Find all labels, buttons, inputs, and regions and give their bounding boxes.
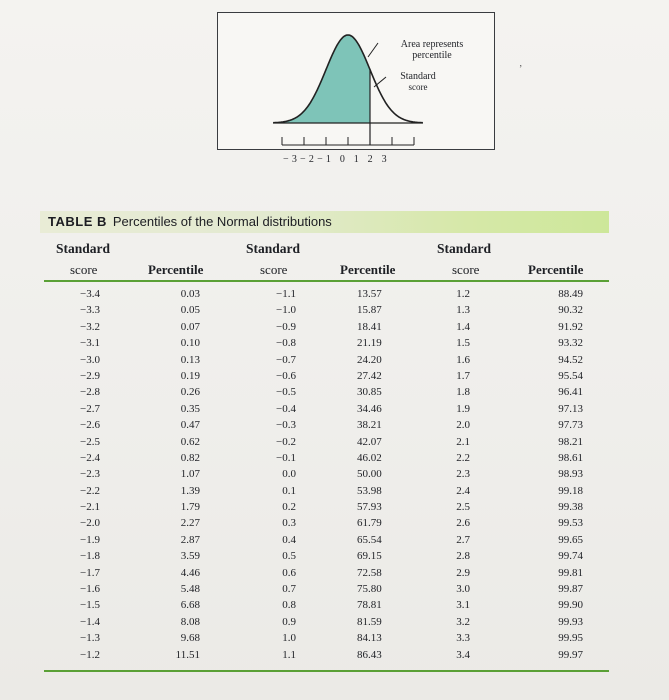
score-cell: 2.4 [456, 484, 470, 497]
score-cell: 1.2 [456, 288, 470, 300]
score-cell: 1.8 [456, 386, 470, 399]
percentile-cell: 0.26 [180, 386, 200, 399]
percentile-cell: 18.41 [357, 320, 382, 333]
percentile-cell: 97.73 [558, 419, 583, 432]
score-cell: 1.0 [282, 632, 296, 645]
percentile-cell: 99.38 [558, 501, 583, 514]
percentile-cell: 81.59 [357, 615, 382, 628]
tick-label: −3 [283, 154, 301, 165]
percentile-cell: 11.51 [175, 648, 200, 661]
area-pointer-line [368, 43, 378, 57]
tick-label: 0 [339, 154, 349, 165]
percentile-cell: 99.90 [558, 599, 583, 612]
score-cell: 2.2 [456, 451, 470, 464]
score-cell: 2.6 [456, 517, 470, 530]
percentile-cell: 0.35 [180, 402, 200, 415]
score-cell: −1.0 [276, 304, 296, 317]
score-annotation [388, 71, 448, 93]
score-cell: −0.8 [276, 337, 296, 350]
percentile-cell: 13.57 [357, 288, 382, 300]
score-cell: 2.1 [456, 435, 470, 448]
percentile-cell: 46.02 [357, 451, 382, 464]
score-cell: 1.5 [456, 337, 470, 350]
table-title-text: Percentiles of the Normal distributions [112, 214, 332, 229]
score-cell: −1.9 [80, 533, 100, 546]
header-score-2: score [260, 262, 288, 277]
score-cell: −2.4 [80, 451, 100, 464]
percentile-cell: 0.10 [180, 337, 200, 350]
score-cell: 1.3 [456, 304, 470, 317]
percentile-cell: 5.48 [180, 583, 200, 596]
percentile-cell: 65.54 [357, 533, 382, 546]
percentile-cell: 24.20 [357, 353, 382, 366]
score-cell: −1.2 [80, 648, 100, 661]
percentile-cell: 1.07 [180, 468, 200, 481]
score-annotation-line2: score [408, 82, 428, 92]
percentile-cell: 91.92 [558, 320, 583, 333]
percentile-cell: 6.68 [180, 599, 200, 612]
score-cell: −1.6 [80, 583, 100, 596]
score-column-2 [256, 286, 296, 663]
percentile-cell: 99.81 [558, 566, 583, 579]
percentile-cell: 0.47 [180, 419, 200, 432]
score-cell: 0.9 [282, 615, 296, 628]
score-cell: −0.9 [276, 320, 296, 333]
percentile-cell: 99.18 [558, 484, 583, 497]
score-cell: −0.2 [276, 435, 296, 448]
score-cell: −3.4 [80, 288, 100, 300]
score-cell: 1.1 [282, 648, 296, 661]
percentile-cell: 99.53 [558, 517, 583, 530]
percentile-column-2 [357, 286, 407, 663]
percentile-cell: 2.27 [180, 517, 200, 530]
percentile-cell: 57.93 [357, 501, 382, 514]
score-cell: −3.0 [80, 353, 100, 366]
score-cell: 0.2 [282, 501, 296, 514]
percentile-cell: 1.39 [180, 484, 200, 497]
percentile-cell: 99.74 [558, 550, 583, 563]
score-cell: −2.8 [80, 386, 100, 399]
score-cell: −0.1 [276, 451, 296, 464]
score-cell: −2.0 [80, 517, 100, 530]
score-cell: 0.0 [282, 468, 296, 481]
percentile-cell: 1.79 [180, 501, 200, 514]
percentile-cell: 96.41 [558, 386, 583, 399]
header-percentile-3: Percentile [528, 262, 584, 277]
normal-curve-svg [218, 13, 494, 149]
percentile-cell: 0.03 [180, 288, 200, 300]
percentile-cell: 8.08 [180, 615, 200, 628]
percentile-cell: 9.68 [180, 632, 200, 645]
score-cell: −2.3 [80, 468, 100, 481]
score-cell: 3.3 [456, 632, 470, 645]
table-label: TABLE B [48, 214, 107, 229]
percentile-cell: 15.87 [357, 304, 382, 317]
percentile-cell: 99.87 [558, 583, 583, 596]
percentile-cell: 2.87 [180, 533, 200, 546]
score-cell: −3.3 [80, 304, 100, 317]
score-cell: 3.1 [456, 599, 470, 612]
score-cell: 0.8 [282, 599, 296, 612]
tick-label: 1 [353, 154, 362, 165]
percentile-cell: 38.21 [357, 419, 382, 432]
score-cell: 0.3 [282, 517, 296, 530]
score-cell: 3.4 [456, 648, 470, 661]
score-cell: 2.0 [456, 419, 470, 432]
score-cell: −1.8 [80, 550, 100, 563]
header-score-1: score [70, 262, 98, 277]
percentile-cell: 0.19 [180, 369, 200, 382]
stray-mark: ʼ [519, 64, 523, 75]
percentile-cell: 69.15 [357, 550, 382, 563]
percentile-cell: 50.00 [357, 468, 382, 481]
percentile-cell: 30.85 [357, 386, 382, 399]
score-cell: 3.0 [456, 583, 470, 596]
score-cell: −1.5 [80, 599, 100, 612]
score-cell: −0.4 [276, 402, 296, 415]
score-cell: −2.1 [80, 501, 100, 514]
percentile-cell: 94.52 [558, 353, 583, 366]
header-rule [44, 280, 609, 282]
normal-curve-figure [217, 12, 495, 150]
percentile-cell: 0.05 [180, 304, 200, 317]
percentile-cell: 4.46 [180, 566, 200, 579]
percentile-cell: 34.46 [357, 402, 382, 415]
header-percentile-2: Percentile [340, 262, 396, 277]
score-cell: −2.7 [80, 402, 100, 415]
score-cell: 0.7 [282, 583, 296, 596]
score-cell: 0.5 [282, 550, 296, 563]
score-cell: 2.5 [456, 501, 470, 514]
area-annotation [378, 39, 486, 61]
axis-tick-labels [283, 154, 423, 165]
header-score-3: score [452, 262, 480, 277]
score-cell: 1.6 [456, 353, 470, 366]
percentile-cell: 42.07 [357, 435, 382, 448]
score-cell: 1.4 [456, 320, 470, 333]
header-standard-3: Standard [437, 241, 492, 256]
percentile-cell: 88.49 [558, 288, 583, 300]
score-column-3 [430, 286, 470, 663]
score-cell: −2.6 [80, 419, 100, 432]
table-title [48, 214, 332, 229]
score-cell: −2.5 [80, 435, 100, 448]
percentile-cell: 84.13 [357, 632, 382, 645]
score-cell: 1.9 [456, 402, 470, 415]
percentile-cell: 21.19 [357, 337, 382, 350]
score-cell: −1.1 [276, 288, 296, 300]
percentile-cell: 99.95 [558, 632, 583, 645]
percentile-cell: 78.81 [357, 599, 382, 612]
percentile-column-1 [160, 286, 200, 663]
percentile-cell: 61.79 [357, 517, 382, 530]
header-percentile-1: Percentile [148, 262, 204, 277]
score-cell: 2.7 [456, 533, 470, 546]
score-cell: −0.5 [276, 386, 296, 399]
score-cell: 0.4 [282, 533, 296, 546]
percentile-cell: 98.93 [558, 468, 583, 481]
score-cell: −1.7 [80, 566, 100, 579]
percentile-cell: 53.98 [357, 484, 382, 497]
tick-label: 2 [367, 154, 376, 165]
percentile-cell: 72.58 [357, 566, 382, 579]
percentile-cell: 0.13 [180, 353, 200, 366]
percentile-cell: 98.21 [558, 435, 583, 448]
percentile-cell: 0.82 [180, 451, 200, 464]
percentile-cell: 97.13 [558, 402, 583, 415]
percentile-cell: 90.32 [558, 304, 583, 317]
percentile-cell: 99.65 [558, 533, 583, 546]
header-standard-2: Standard [246, 241, 301, 256]
percentile-cell: 27.42 [357, 369, 382, 382]
score-cell: 3.2 [456, 615, 470, 628]
score-cell: 0.6 [282, 566, 296, 579]
score-cell: −3.1 [80, 337, 100, 350]
tick-label: −2 [300, 154, 318, 165]
score-cell: 2.3 [456, 468, 470, 481]
percentile-cell: 99.93 [558, 615, 583, 628]
score-cell: −0.3 [276, 419, 296, 432]
score-cell: −0.6 [276, 369, 296, 382]
percentile-column-3 [537, 286, 583, 663]
score-cell: −3.2 [80, 320, 100, 333]
tick-label: −1 [317, 154, 335, 165]
score-column-1 [60, 286, 100, 663]
area-annotation-line1: Area represents [400, 39, 464, 50]
tick-label: 3 [381, 154, 390, 165]
area-annotation-line2: percentile [412, 50, 452, 61]
header-standard-1: Standard [56, 241, 111, 256]
score-cell: −1.4 [80, 615, 100, 628]
percentile-cell: 75.80 [357, 583, 382, 596]
percentile-cell: 98.61 [558, 451, 583, 464]
bottom-rule [44, 670, 609, 672]
score-cell: −2.2 [80, 484, 100, 497]
axis-ticks [282, 137, 414, 145]
score-cell: −2.9 [80, 369, 100, 382]
score-cell: 2.9 [456, 566, 470, 579]
score-cell: −0.7 [276, 353, 296, 366]
percentile-cell: 99.97 [558, 648, 583, 661]
score-annotation-line1: Standard [400, 71, 436, 82]
percentile-cell: 93.32 [558, 337, 583, 350]
percentile-cell: 95.54 [558, 369, 583, 382]
percentile-cell: 86.43 [357, 648, 382, 661]
score-cell: 0.1 [282, 484, 296, 497]
score-cell: 1.7 [456, 369, 470, 382]
percentile-cell: 0.07 [180, 320, 200, 333]
percentile-cell: 0.62 [180, 435, 200, 448]
percentile-cell: 3.59 [180, 550, 200, 563]
score-cell: 2.8 [456, 550, 470, 563]
score-cell: −1.3 [80, 632, 100, 645]
